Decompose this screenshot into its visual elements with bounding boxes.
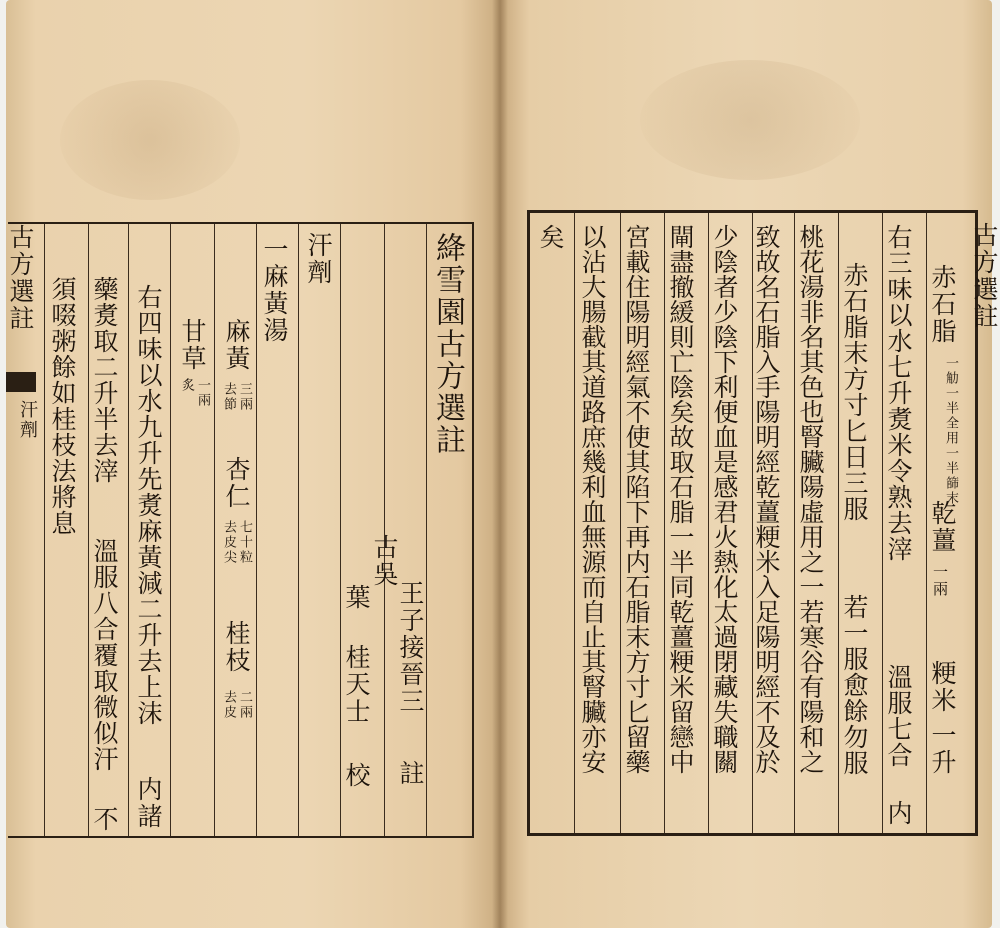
ingredient-2-name: 杏仁	[222, 456, 251, 510]
column-rule	[794, 213, 795, 833]
ingredient-3-name: 桂枝	[222, 620, 251, 674]
author-name-2b: 桂天士	[342, 644, 371, 725]
method-line: 右三味以水七升煑米令熟去滓	[884, 224, 913, 562]
method-line-2: 内諸	[134, 776, 163, 830]
author-name-1: 王子接晉三	[396, 580, 425, 715]
column-rule	[298, 224, 299, 836]
dosage-line-2: 若一服愈餘勿服	[840, 594, 869, 776]
margin-book-title: 古方選註	[6, 224, 35, 332]
column-rule	[88, 224, 89, 836]
column-rule	[926, 213, 927, 833]
ingredient-a: 赤石脂	[928, 264, 957, 345]
commentary-line-2: 致故名石脂入手陽明經乾薑粳米入足陽明經不及於	[752, 224, 781, 774]
method-line-5: 不	[90, 806, 119, 833]
ingredient-b: 乾薑	[928, 500, 957, 554]
paper-stain	[60, 80, 240, 200]
commentary-line-4: 閘盡撤緩則亡陰矣故取石脂一半同乾薑粳米留戀中	[666, 224, 695, 774]
ingredient-1-name: 麻黃	[222, 318, 251, 372]
ingredient-b-amount: 一兩	[931, 564, 949, 598]
column-rule	[214, 224, 215, 836]
author-role-2: 校	[342, 762, 371, 789]
ingredient-3-amount: 二兩	[237, 690, 252, 720]
chapter-heading: 汗劑	[304, 232, 333, 286]
dosage-line: 赤石脂末方寸匕日三服	[840, 262, 869, 522]
ingredient-c: 粳米	[928, 660, 957, 714]
fish-tail-mark	[6, 372, 36, 392]
column-rule	[170, 224, 171, 836]
column-rule	[128, 224, 129, 836]
commentary-line-7: 矣	[536, 224, 565, 251]
ingredient-4-amount: 一兩	[195, 378, 210, 408]
author-role-1: 註	[396, 760, 425, 787]
method-line-1: 右四味以水九升先煑麻黃減二升去上沫	[134, 284, 163, 726]
ingredient-c-amount: 一升	[928, 722, 957, 776]
column-rule	[574, 213, 575, 833]
paper-stain	[640, 60, 860, 180]
column-rule	[340, 224, 341, 836]
method-line-2: 溫服七合	[884, 664, 913, 768]
right-margin-title: 古方選註	[970, 222, 999, 330]
ingredient-3-note: 去皮	[221, 690, 236, 720]
ingredient-2-note: 七十粒	[237, 520, 252, 565]
method-line-6: 須啜粥餘如桂枝法將息	[48, 276, 77, 536]
method-line-3: 内	[884, 800, 913, 827]
commentary-line-5: 宮載住陽明經氣不使其陷下再内石脂末方寸匕留藥	[622, 224, 651, 774]
column-rule	[384, 224, 385, 836]
ingredient-4-note: 炙	[179, 378, 194, 393]
method-line-4: 溫服八合覆取微似汗	[90, 538, 119, 772]
ingredient-1-note: 去節	[221, 382, 236, 412]
commentary-line-3: 少陰者少陰下利便血是感君火熱化太過閉藏失職關	[710, 224, 739, 774]
ingredient-4-name: 甘草	[178, 318, 207, 372]
margin-section: 汗劑	[17, 400, 38, 440]
column-rule	[620, 213, 621, 833]
column-rule	[882, 213, 883, 833]
column-rule	[256, 224, 257, 836]
column-rule	[838, 213, 839, 833]
commentary-line-6: 以沾大腸截其道路庶幾利血無源而自止其腎臟亦安	[578, 224, 607, 774]
ingredient-2-sub: 去皮尖	[221, 520, 236, 565]
book-gutter	[492, 0, 508, 928]
column-rule	[426, 224, 427, 836]
commentary-line-1: 桃花湯非名其色也腎臟陽虛用之一若寒谷有陽和之	[796, 224, 825, 774]
column-rule	[44, 224, 45, 836]
column-rule	[664, 213, 665, 833]
author-place: 古吳	[370, 534, 399, 588]
ingredient-1-amount: 三兩	[237, 382, 252, 412]
method-line-3: 藥煑取二升半去滓	[90, 276, 119, 484]
author-name-2: 葉	[342, 584, 371, 611]
book-title: 絳雪園古方選註	[430, 232, 465, 456]
formula-title: 一麻黃湯	[260, 236, 289, 344]
column-rule	[708, 213, 709, 833]
ingredient-a-note: 一觔一半全用一半篩末	[943, 356, 958, 506]
